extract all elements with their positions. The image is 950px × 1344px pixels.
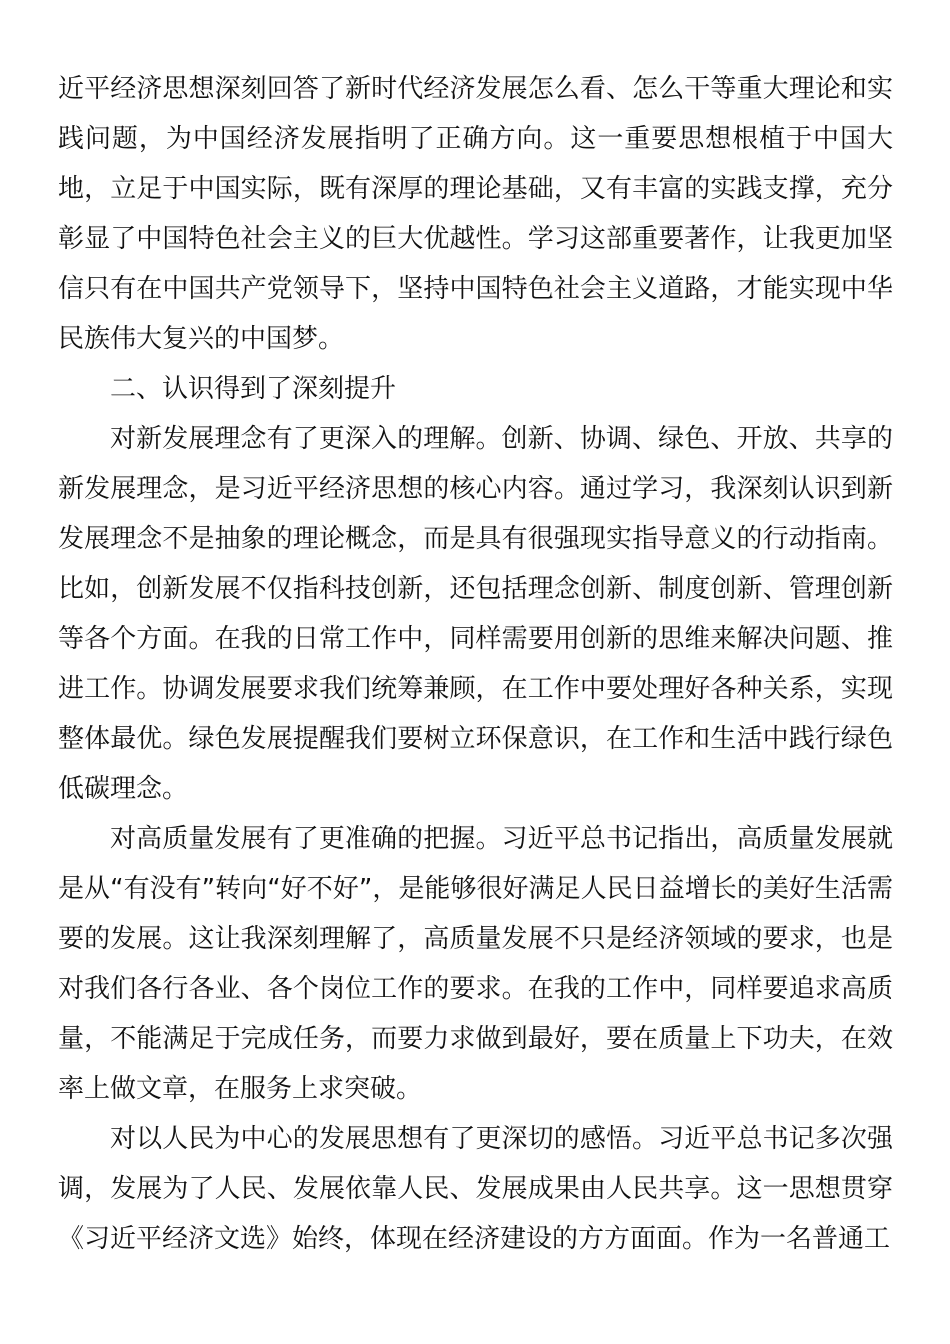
section-heading: 二、认识得到了深刻提升 <box>110 374 397 404</box>
continuation-paragraph: 近平经济思想深刻回答了新时代经济发展怎么看、怎么干等重大理论和实践问题，为中国经济发展指明了正确方向。这一重要思想根植于中国大地，立足于中国实际，既有深厚的理论基础，又有丰富的实践支撑，充分彰显了中国特色社会主义的巨大优越性。学习这部重要著作，让我更加坚信只有在中国共产党领导下，坚持中国特色社会主义道路，才能实现中华民族伟大复兴的中国梦。 <box>58 74 893 354</box>
document-body <box>58 64 893 1264</box>
paragraph-new-development-concept: 对新发展理念有了更深入的理解。创新、协调、绿色、开放、共享的新发展理念，是习近平经济思想的核心内容。通过学习，我深刻认识到新发展理念不是抽象的理论概念，而是具有很强现实指导意义的行动指南。比如，创新发展不仅指科技创新，还包括理念创新、制度创新、管理创新等各个方面。在我的日常工作中，同样需要用创新的思维来解决问题、推进工作。协调发展要求我们统筹兼顾，在工作中要处理好各种关系，实现整体最优。绿色发展提醒我们要树立环保意识，在工作和生活中践行绿色低碳理念。 <box>58 424 893 804</box>
paragraph-people-centered: 对以人民为中心的发展思想有了更深切的感悟。习近平总书记多次强调，发展为了人民、发展依靠人民、发展成果由人民共享。这一思想贯穿《习近平经济文选》始终，体现在经济建设的方方面面。作为一名普通工 <box>58 1124 893 1254</box>
paragraph-high-quality-development: 对高质量发展有了更准确的把握。习近平总书记指出，高质量发展就是从“有没有”转向“好不好”，是能够很好满足人民日益增长的美好生活需要的发展。这让我深刻理解了，高质量发展不只是经济领域的要求，也是对我们各行各业、各个岗位工作的要求。在我的工作中，同样要追求高质量，不能满足于完成任务，而要力求做到最好，要在质量上下功夫，在效率上做文章，在服务上求突破。 <box>58 824 893 1104</box>
